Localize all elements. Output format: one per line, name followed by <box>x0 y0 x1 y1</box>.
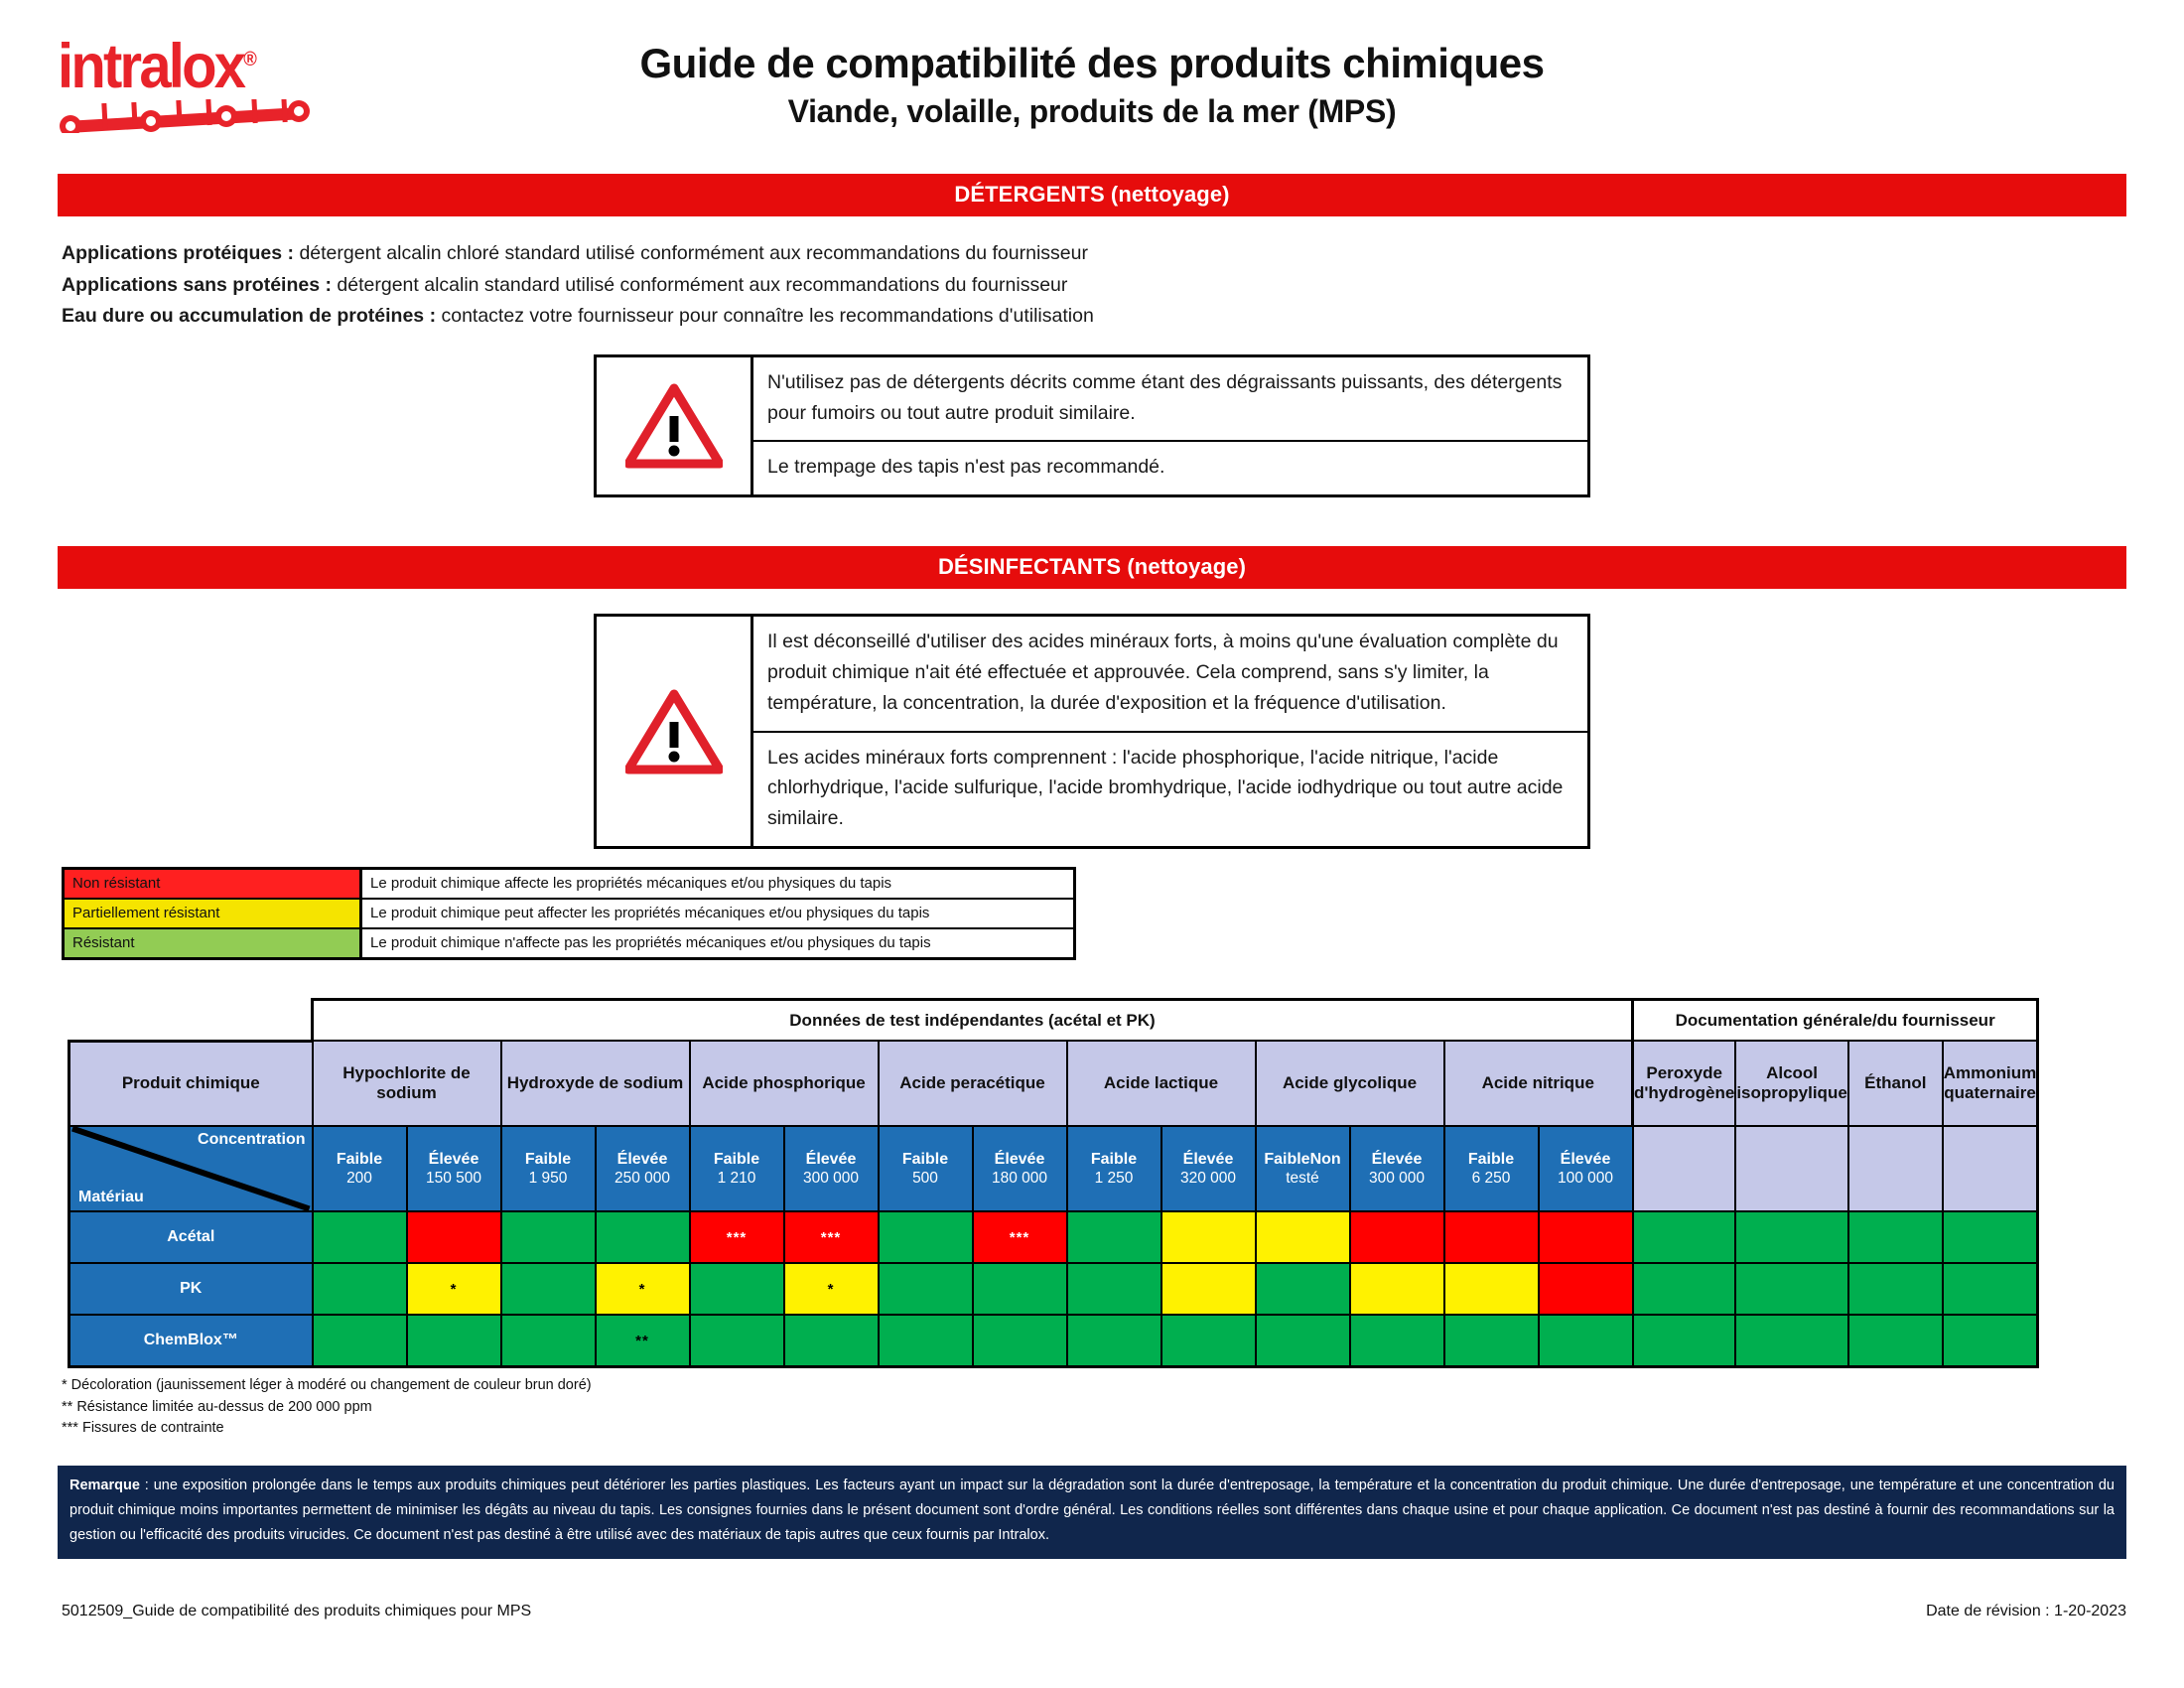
rating-cell <box>1943 1263 2038 1315</box>
footnote-marker: * <box>827 1280 835 1298</box>
legend-key-partially-resistant: Partiellement résistant <box>65 900 362 927</box>
conc-level: FaibleNon <box>1264 1151 1341 1169</box>
rating-cell <box>1539 1263 1633 1315</box>
conc-cell <box>1350 1126 1444 1211</box>
detergent-line-proteic <box>62 238 2184 270</box>
rating-cell <box>1735 1315 1847 1366</box>
conc-cell <box>501 1126 596 1211</box>
table-row <box>69 1263 2038 1315</box>
conc-level: Élevée <box>616 1151 668 1169</box>
rating-cell <box>1848 1211 1943 1263</box>
remark-box <box>58 1466 2126 1559</box>
footer-document-id: 5012509_Guide de compatibilité des produits chimiques pour MPS <box>62 1602 532 1619</box>
document-footer <box>62 1603 2126 1620</box>
warning-triangle-icon <box>597 617 753 846</box>
conc-value: 100 000 <box>1557 1169 1614 1187</box>
detergents-section-bar: DÉTERGENTS (nettoyage) <box>58 174 2126 216</box>
detergent-line-proteic-label: Applications protéiques : <box>62 242 295 264</box>
rating-cell <box>1350 1263 1444 1315</box>
rating-cell <box>1067 1211 1161 1263</box>
resistance-legend <box>62 867 1076 960</box>
rating-cell <box>1633 1263 1736 1315</box>
rating-cell <box>313 1315 407 1366</box>
conc-cell <box>596 1126 690 1211</box>
disinfectants-warning-wrap <box>0 614 2184 849</box>
footnote-marker: *** <box>726 1228 748 1246</box>
rating-cell <box>784 1315 879 1366</box>
rating-cell <box>407 1211 501 1263</box>
disinfectants-warning-row-1: Il est déconseillé d'utiliser des acides minéraux forts, à moins qu'une évaluation complète du produit chimique n'ait été effectuée et approuvée. Cela comprend, sans s'y limiter, la température, la concentration, la durée d'exposition et la fréquence d'utilisation. <box>767 631 1559 714</box>
rating-cell <box>1735 1263 1847 1315</box>
conc-value: 1 250 <box>1094 1169 1134 1187</box>
rating-cell <box>1161 1315 1256 1366</box>
material-label-pk: PK <box>69 1263 313 1315</box>
conc-level: Faible <box>1090 1151 1138 1169</box>
disinfectants-warning-row-2: Les acides minéraux forts comprennent : l'acide phosphorique, l'acide nitrique, l'acide chlorhydrique, l'acide sulfurique, l'acide bromhydrique, l'acide iodhydrique ou tout autre acide similaire. <box>753 731 1587 846</box>
rating-cell <box>1943 1211 2038 1263</box>
conc-cell <box>879 1126 973 1211</box>
conc-cell <box>407 1126 501 1211</box>
header-peroxyde-d-hydrogene: Peroxyde d'hydrogène <box>1633 1041 1736 1126</box>
detergent-line-hardwater-label: Eau dure ou accumulation de protéines : <box>62 305 437 328</box>
conc-level: Élevée <box>805 1151 857 1169</box>
conc-value: 6 250 <box>1471 1169 1511 1187</box>
conc-level: Faible <box>713 1151 760 1169</box>
detergents-warning-box <box>594 354 1590 497</box>
doc-header-continuation <box>1848 1126 1943 1211</box>
compatibility-table-wrap <box>68 998 2184 1368</box>
rating-cell <box>1256 1263 1350 1315</box>
detergent-line-nonproteic <box>62 270 2184 302</box>
footnote-marker: *** <box>820 1228 842 1246</box>
rating-cell <box>1067 1315 1161 1366</box>
conc-value: 320 000 <box>1179 1169 1237 1187</box>
legend-desc-non-resistant: Le produit chimique affecte les propriétés mécaniques et/ou physiques du tapis <box>370 874 892 892</box>
rating-cell <box>1350 1211 1444 1263</box>
legend-key-non-resistant: Non résistant <box>65 870 362 898</box>
remark-text: : une exposition prolongée dans le temps aux produits chimiques peut détériorer les parties plastiques. Les facteurs ayant un impact sur la dégradation sont la durée d'entreposage, la température et la concentration du produit chimique. Une durée d'entreposage, une température et une concentration du produit chimique moins importantes permettent de minimiser les dégâts au niveau du tapis. Les consignes fournies dans le présent document sont d'ordre général. Les conditions réelles sont différentes dans chaque usine et pour chaque application. Ce document n'est pas destiné à fournir des recommandations sur la gestion ou l'efficacité des produits virucides. Ce document n'est pas destiné à être utilisé avec des matériaux de tapis autres que ceux fournis par Intralox. <box>69 1477 2115 1544</box>
header-ammonium-quaternaire: Ammonium quaternaire <box>1943 1041 2038 1126</box>
header-acide-glycolique: Acide glycolique <box>1256 1041 1444 1126</box>
detergents-warning-row-2: Le trempage des tapis n'est pas recommandé. <box>753 440 1587 494</box>
header-acide-nitrique: Acide nitrique <box>1444 1041 1633 1126</box>
legend-desc-resistant: Le produit chimique n'affecte pas les propriétés mécaniques et/ou physiques du tapis <box>370 933 931 951</box>
rating-cell <box>1539 1315 1633 1366</box>
conc-level: Faible <box>336 1151 383 1169</box>
legend-row <box>65 927 1073 957</box>
header-hydroxyde-de-sodium: Hydroxyde de sodium <box>501 1041 690 1126</box>
rating-cell <box>690 1211 784 1263</box>
detergent-line-hardwater <box>62 301 2184 333</box>
conc-level: Élevée <box>428 1151 479 1169</box>
footnote-marker: * <box>638 1280 646 1298</box>
conc-cell <box>690 1126 784 1211</box>
rating-cell <box>407 1263 501 1315</box>
conc-value: 200 <box>346 1169 372 1187</box>
rating-cell <box>596 1263 690 1315</box>
footer-revision-date: Date de révision : 1-20-2023 <box>1926 1602 2126 1619</box>
rating-cell <box>784 1211 879 1263</box>
conc-value: 1 210 <box>717 1169 756 1187</box>
footnote-marker: * <box>450 1280 458 1298</box>
remark-label: Remarque <box>69 1477 140 1494</box>
detergents-warning-wrap <box>0 354 2184 497</box>
doc-header-continuation <box>1633 1126 1736 1211</box>
rating-cell <box>973 1315 1067 1366</box>
footnote-marker: *** <box>1009 1228 1030 1246</box>
doc-header-continuation <box>1735 1126 1847 1211</box>
logo-text: intralox <box>58 32 244 101</box>
conc-level: Élevée <box>994 1151 1045 1169</box>
legend-row <box>65 898 1073 927</box>
rating-cell <box>1943 1315 2038 1366</box>
conc-level: Élevée <box>1371 1151 1423 1169</box>
group-header-independent-tests: Données de test indépendantes (acétal et PK) <box>313 999 1633 1041</box>
page-title: Guide de compatibilité des produits chimiques <box>639 40 1545 86</box>
rating-cell <box>1848 1263 1943 1315</box>
disinfectants-warning-box <box>594 614 1590 849</box>
table-group-header-row <box>69 999 2038 1041</box>
conc-value: 250 000 <box>614 1169 671 1187</box>
rating-cell <box>1161 1263 1256 1315</box>
rating-cell <box>690 1315 784 1366</box>
conc-value: 180 000 <box>991 1169 1048 1187</box>
legend-desc-partially-resistant: Le produit chimique peut affecter les propriétés mécaniques et/ou physiques du tapis <box>370 904 930 921</box>
rating-cell <box>1444 1263 1539 1315</box>
legend-key-resistant: Résistant <box>65 929 362 957</box>
table-row <box>69 1211 2038 1263</box>
material-label-acetal: Acétal <box>69 1211 313 1263</box>
rating-cell <box>596 1211 690 1263</box>
header-produit-chimique: Produit chimique <box>69 1041 313 1126</box>
header-ethanol: Éthanol <box>1848 1041 1943 1126</box>
conc-value: 150 500 <box>425 1169 482 1187</box>
rating-cell <box>501 1211 596 1263</box>
rating-cell <box>784 1263 879 1315</box>
detergents-warning-rows <box>753 357 1587 494</box>
rating-cell <box>1633 1315 1736 1366</box>
detergent-line-nonproteic-label: Applications sans protéines : <box>62 273 332 296</box>
detergents-paragraphs <box>62 238 2184 333</box>
warning-triangle-icon <box>597 357 753 494</box>
rating-cell <box>1256 1211 1350 1263</box>
rating-cell <box>1848 1315 1943 1366</box>
disinfectants-warning-rows <box>753 617 1587 846</box>
rating-cell <box>1633 1211 1736 1263</box>
footnote-marker: ** <box>635 1332 649 1349</box>
conc-cell <box>784 1126 879 1211</box>
conc-cell <box>1161 1126 1256 1211</box>
detergents-warning-row-1: N'utilisez pas de détergents décrits comme étant des dégraissants puissants, des détergents pour fumoirs ou tout autre produit similaire. <box>767 370 1563 424</box>
rating-cell <box>407 1315 501 1366</box>
page-subtitle: Viande, volaille, produits de la mer (MPS) <box>787 93 1397 130</box>
disinfectants-section-bar: DÉSINFECTANTS (nettoyage) <box>58 546 2126 589</box>
rating-cell <box>596 1315 690 1366</box>
corner-label-materiau: Matériau <box>78 1189 144 1206</box>
rating-cell <box>1735 1211 1847 1263</box>
conc-value: 500 <box>912 1169 938 1187</box>
compatibility-table <box>68 998 2039 1368</box>
group-header-general-documentation: Documentation générale/du fournisseur <box>1633 999 2038 1041</box>
rating-cell <box>1256 1315 1350 1366</box>
table-concentration-row <box>69 1126 2038 1211</box>
detergent-line-proteic-text: détergent alcalin chloré standard utilisé conformément aux recommandations du fournisseur <box>294 242 1088 264</box>
rating-cell <box>501 1315 596 1366</box>
doc-header-continuation <box>1943 1126 2038 1211</box>
rating-cell <box>690 1263 784 1315</box>
rating-cell <box>879 1263 973 1315</box>
detergent-line-nonproteic-text: détergent alcalin standard utilisé conformément aux recommandations du fournisseur <box>331 273 1068 296</box>
rating-cell <box>973 1263 1067 1315</box>
conc-level: Faible <box>1467 1151 1515 1169</box>
table-footnotes <box>62 1375 2184 1440</box>
conc-cell <box>1444 1126 1539 1211</box>
rating-cell <box>1350 1315 1444 1366</box>
header-alcool-isopropylique: Alcool isopropylique <box>1735 1041 1847 1126</box>
registered-mark: ® <box>243 49 257 70</box>
legend-row <box>65 870 1073 898</box>
table-row <box>69 1315 2038 1366</box>
rating-cell <box>973 1211 1067 1263</box>
conc-cell <box>1067 1126 1161 1211</box>
conc-cell <box>1256 1126 1350 1211</box>
footnote-triple-asterisk: *** Fissures de contrainte <box>62 1420 224 1437</box>
footnote-single-asterisk: * Décoloration (jaunissement léger à modéré ou changement de couleur brun doré) <box>62 1376 592 1393</box>
rating-cell <box>1161 1211 1256 1263</box>
conc-level: Élevée <box>1560 1151 1611 1169</box>
header-hypochlorite-de-sodium: Hypochlorite de sodium <box>313 1041 501 1126</box>
conc-cell <box>313 1126 407 1211</box>
rating-cell <box>1444 1211 1539 1263</box>
corner-concentration-materiau <box>69 1126 313 1211</box>
table-chemical-header-row <box>69 1041 2038 1126</box>
conc-value: testé <box>1286 1169 1319 1187</box>
material-label-chemblox: ChemBlox™ <box>69 1315 313 1366</box>
rating-cell <box>313 1211 407 1263</box>
rating-cell <box>1539 1211 1633 1263</box>
conc-value: 300 000 <box>1368 1169 1426 1187</box>
header-acide-peracetique: Acide peracétique <box>879 1041 1067 1126</box>
corner-label-concentration: Concentration <box>198 1131 306 1149</box>
footnote-double-asterisk: ** Résistance limitée au-dessus de 200 000 ppm <box>62 1398 372 1415</box>
rating-cell <box>1067 1263 1161 1315</box>
conc-cell <box>1539 1126 1633 1211</box>
header-acide-lactique: Acide lactique <box>1067 1041 1256 1126</box>
rating-cell <box>313 1263 407 1315</box>
group-header-spacer <box>69 999 313 1041</box>
title-block <box>0 40 2184 130</box>
conc-level: Élevée <box>1182 1151 1234 1169</box>
detergent-line-hardwater-text: contactez votre fournisseur pour connaître les recommandations d'utilisation <box>436 305 1094 328</box>
conc-level: Faible <box>901 1151 949 1169</box>
page-header <box>0 0 2184 174</box>
header-acide-phosphorique: Acide phosphorique <box>690 1041 879 1126</box>
conc-level: Faible <box>524 1151 572 1169</box>
rating-cell <box>879 1211 973 1263</box>
rating-cell <box>501 1263 596 1315</box>
rating-cell <box>879 1315 973 1366</box>
conc-value: 1 950 <box>528 1169 568 1187</box>
rating-cell <box>1444 1315 1539 1366</box>
conc-value: 300 000 <box>802 1169 860 1187</box>
conc-cell <box>973 1126 1067 1211</box>
